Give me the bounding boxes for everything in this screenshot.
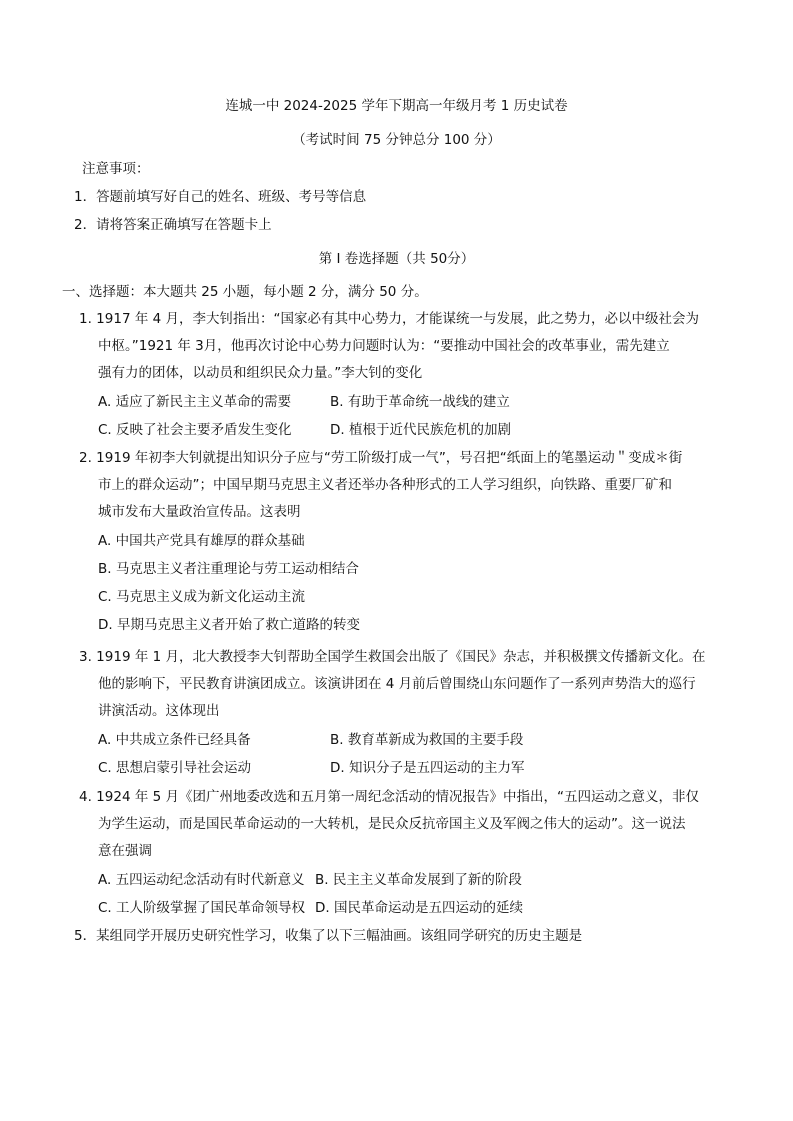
option-a: A. 中国共产党具有雄厚的群众基础 bbox=[98, 533, 305, 549]
exam-title: 连城一中 2024-2025 学年下期高一年级月考 1 历史试卷 bbox=[225, 98, 568, 114]
option-c: C. 反映了社会主要矛盾发生变化 bbox=[98, 422, 292, 438]
section-instruction: 一、选择题：本大题共 25 小题，每小题 2 分，满分 50 分。 bbox=[62, 284, 428, 300]
section-title: 第 I 卷选择题（共 50分） bbox=[318, 251, 475, 267]
question-text: 强有力的团体，以动员和组织民众力量。”李大钊的变化 bbox=[98, 365, 423, 381]
question-text: 市上的群众运动”；中国早期马克思主义者还举办各种形式的工人学习组织，向铁路、重要厂矿和 bbox=[98, 477, 672, 493]
notice-item: 1．答题前填写好自己的姓名、班级、考号等信息 bbox=[74, 189, 367, 205]
option-d: D. 国民革命运动是五四运动的延续 bbox=[315, 900, 523, 916]
option-a: A. 适应了新民主主义革命的需要 bbox=[98, 394, 292, 410]
option-b: B. 民主主义革命发展到了新的阶段 bbox=[315, 872, 522, 888]
exam-subtitle: （考试时间 75 分钟总分 100 分） bbox=[292, 132, 501, 148]
option-d: D. 植根于近代民族危机的加剧 bbox=[330, 422, 511, 438]
question-text: 3. 1919 年 1 月，北大教授李大钊帮助全国学生救国会出版了《国民》杂志，并积极撰文传播新文化。在 bbox=[79, 649, 706, 665]
question-text: 中枢。”1921 年 3月，他再次讨论中心势力问题时认为：“要推动中国社会的改革事业，需先建立 bbox=[98, 338, 670, 354]
question-text: 2. 1919 年初李大钊就提出知识分子应与“劳工阶级打成一气”，号召把“纸面上的笔墨运动＂变成＊街 bbox=[79, 450, 683, 466]
option-c: C. 思想启蒙引导社会运动 bbox=[98, 760, 252, 776]
question-text: 1. 1917 年 4 月，李大钊指出：“国家必有其中心势力，才能谋统一与发展，此之势力，必以中级社会为 bbox=[79, 311, 699, 327]
option-a: A. 五四运动纪念活动有时代新意义 bbox=[98, 872, 305, 888]
question-text: 为学生运动，而是国民革命运动的一大转机，是民众反抗帝国主义及军阀之伟大的运动”。这一说法 bbox=[98, 816, 686, 832]
option-b: B. 马克思主义者注重理论与劳工运动相结合 bbox=[98, 561, 359, 577]
question-text: 4. 1924 年 5 月《团广州地委改选和五月第一周纪念活动的情况报告》中指出，“五四运动之意义，非仅 bbox=[79, 789, 699, 805]
option-b: B. 有助于革命统一战线的建立 bbox=[330, 394, 510, 410]
option-d: D. 早期马克思主义者开始了救亡道路的转变 bbox=[98, 617, 360, 633]
notice-item: 2．请将答案正确填写在答题卡上 bbox=[74, 217, 272, 233]
question-text: 5．某组同学开展历史研究性学习，收集了以下三幅油画。该组同学研究的历史主题是 bbox=[74, 928, 583, 944]
option-d: D. 知识分子是五四运动的主力军 bbox=[330, 760, 525, 776]
option-c: C. 马克思主义成为新文化运动主流 bbox=[98, 589, 306, 605]
option-c: C. 工人阶级掌握了国民革命领导权 bbox=[98, 900, 306, 916]
question-text: 城市发布大量政治宣传品。这表明 bbox=[98, 504, 301, 520]
question-text: 讲演活动。这体现出 bbox=[98, 703, 220, 719]
option-a: A. 中共成立条件已经具备 bbox=[98, 732, 251, 748]
question-text: 他的影响下，平民教育讲演团成立。该演讲团在 4 月前后曾围绕山东问题作了一系列声势浩大的巡行 bbox=[98, 676, 696, 692]
question-text: 意在强调 bbox=[98, 843, 152, 859]
option-b: B. 教育革新成为救国的主要手段 bbox=[330, 732, 524, 748]
notice-heading: 注意事项： bbox=[82, 161, 150, 177]
